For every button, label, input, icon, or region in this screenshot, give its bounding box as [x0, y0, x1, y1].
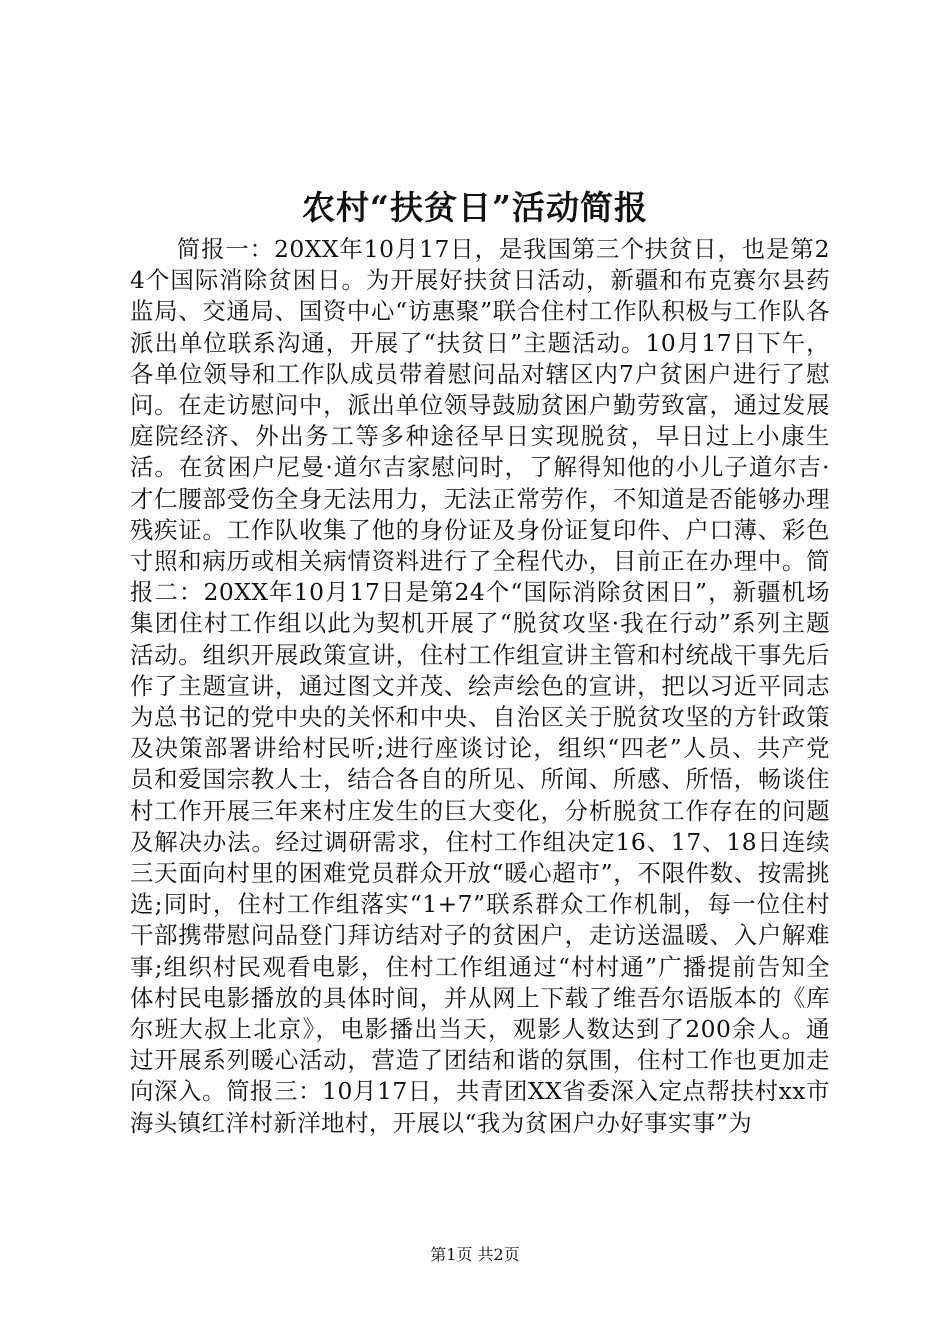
document-body: 简报一：20XX年10月17日，是我国第三个扶贫日，也是第24个国际消除贫困日。为开展好扶贫日活动，新疆和布克赛尔县药监局、交通局、国资中心“访惠聚”联合住村工作队积极与工作队各派出单位联系沟通，开展了“扶贫日”主题活动。10月17日下午，各单位领导和工作队成员带着慰问品对辖区内7户贫困户进行了慰问。在走访慰问中，派出单位领导鼓励贫困户勤劳致富，通过发展庭院经济、外出务工等多种途径早日实现脱贫，早日过上小康生活。在贫困户尼曼·道尔吉家慰问时，了解得知他的小儿子道尔吉·才仁腰部受伤全身无法用力，无法正常劳作，不知道是否能够办理残疾证。工作队收集了他的身份证及身份证复印件、户口薄、彩色寸照和病历或相关病情资料进行了全程代办，目前正在办理中。简报二：20XX年10月17日是第24个“国际消除贫困日”，新疆机场集团住村工作组以此为契机开展了“脱贫攻坚·我在行动”系列主题活动。组织开展政策宣讲，住村工作组宣讲主管和村统战干事先后作了主题宣讲，通过图文并茂、绘声绘色的宣讲，把以习近平同志为总书记的党中央的关怀和中央、自治区关于脱贫攻坚的方针政策及决策部署讲给村民听;进行座谈讨论，组织“四老”人员、共产党员和爱国宗教人士，结合各自的所见、所闻、所感、所悟，畅谈住村工作开展三年来村庄发生的巨大变化，分析脱贫工作存在的问题及解决办法。经过调研需求，住村工作组决定16、17、18日连续三天面向村里的困难党员群众开放“暖心超市”，不限件数、按需挑选;同时，住村工作组落实“1+7”联系群众工作机制，每一位住村干部携带慰问品登门拜访结对子的贫困户，走访送温暖、入户解难事;组织村民观看电影，住村工作组通过“村村通”广播提前告知全体村民电影播放的具体时间，并从网上下载了维吾尔语版本的《库尔班大叔上北京》，电影播出当天，观影人数达到了200余人。通过开展系列暖心活动，营造了团结和谐的氛围，住村工作也更加走向深入。简报三：10月17日，共青团XX省委深入定点帮扶村xx市海头镇红洋村新洋地村，开展以“我为贫困户办好事实事”为	[130, 235, 830, 1137]
page-footer: 第1页 共2页	[430, 1245, 520, 1264]
document-title: 农村“扶贫日”活动简报	[302, 188, 648, 227]
